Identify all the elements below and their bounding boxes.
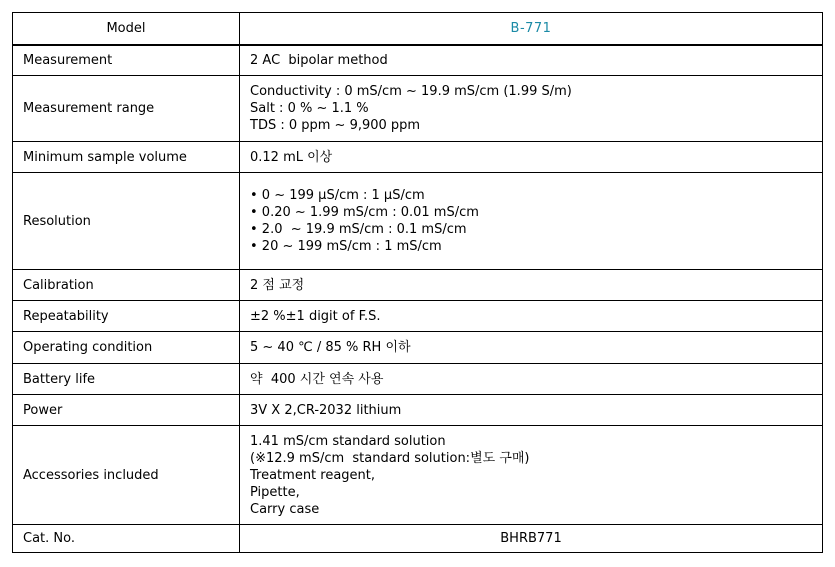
row-label: Measurement range	[13, 76, 240, 142]
row-value	[240, 173, 823, 270]
value-line: TDS : 0 ppm ~ 9,900 ppm	[250, 118, 421, 133]
table-row	[13, 270, 823, 301]
row-label: Resolution	[13, 173, 240, 270]
row-value	[240, 301, 823, 332]
model-name: B-771	[240, 13, 823, 45]
value-line: 2 점 교정	[250, 277, 305, 293]
table-row	[13, 45, 823, 76]
value-line: • 2.0 ~ 19.9 mS/cm : 0.1 mS/cm	[250, 222, 467, 237]
footer-row	[13, 525, 823, 553]
table-row	[13, 364, 823, 395]
row-label: Repeatability	[13, 301, 240, 332]
value-line: 약 400 시간 연속 사용	[250, 371, 384, 387]
value-line: Conductivity : 0 mS/cm ~ 19.9 mS/cm (1.99 S/m)	[250, 84, 572, 99]
value-line: • 0.20 ~ 1.99 mS/cm : 0.01 mS/cm	[250, 205, 479, 220]
value-line: 2 AC bipolar method	[250, 52, 388, 68]
row-value	[240, 364, 823, 395]
row-value	[240, 76, 823, 142]
value-line: (※12.9 mS/cm standard solution:별도 구매)	[250, 450, 530, 466]
value-line: • 0 ~ 199 μS/cm : 1 μS/cm	[250, 188, 425, 203]
table-row	[13, 395, 823, 426]
value-line: Carry case	[250, 501, 320, 517]
value-line: 3V X 2,CR-2032 lithium	[250, 402, 402, 418]
table-row	[13, 426, 823, 525]
value-line: • 20 ~ 199 mS/cm : 1 mS/cm	[250, 239, 442, 254]
row-label: Accessories included	[13, 426, 240, 525]
row-label: Operating condition	[13, 332, 240, 364]
row-value	[240, 395, 823, 426]
table-row	[13, 332, 823, 364]
row-value	[240, 426, 823, 525]
cat-no-value: BHRB771	[240, 525, 823, 553]
row-label: Battery life	[13, 364, 240, 395]
value-line: Treatment reagent,	[250, 467, 376, 483]
value-line: 0.12 mL 이상	[250, 149, 333, 165]
row-value	[240, 332, 823, 364]
table-row	[13, 142, 823, 173]
row-label: Measurement	[13, 45, 240, 76]
row-value	[240, 142, 823, 173]
table-row	[13, 76, 823, 142]
row-value	[240, 270, 823, 301]
value-line: 1.41 mS/cm standard solution	[250, 433, 446, 449]
model-label: Model	[13, 13, 240, 45]
value-line: ±2 %±1 digit of F.S.	[250, 308, 381, 324]
row-value	[240, 45, 823, 76]
cat-no-label: Cat. No.	[13, 525, 240, 553]
table-row	[13, 301, 823, 332]
row-label: Calibration	[13, 270, 240, 301]
value-line: Salt : 0 % ~ 1.1 %	[250, 101, 369, 116]
table-row	[13, 173, 823, 270]
value-line: Pipette,	[250, 484, 300, 500]
header-row	[13, 13, 823, 45]
row-label: Power	[13, 395, 240, 426]
row-label: Minimum sample volume	[13, 142, 240, 173]
spec-table	[12, 12, 823, 553]
value-line: 5 ~ 40 ℃ / 85 % RH 이하	[250, 340, 411, 355]
